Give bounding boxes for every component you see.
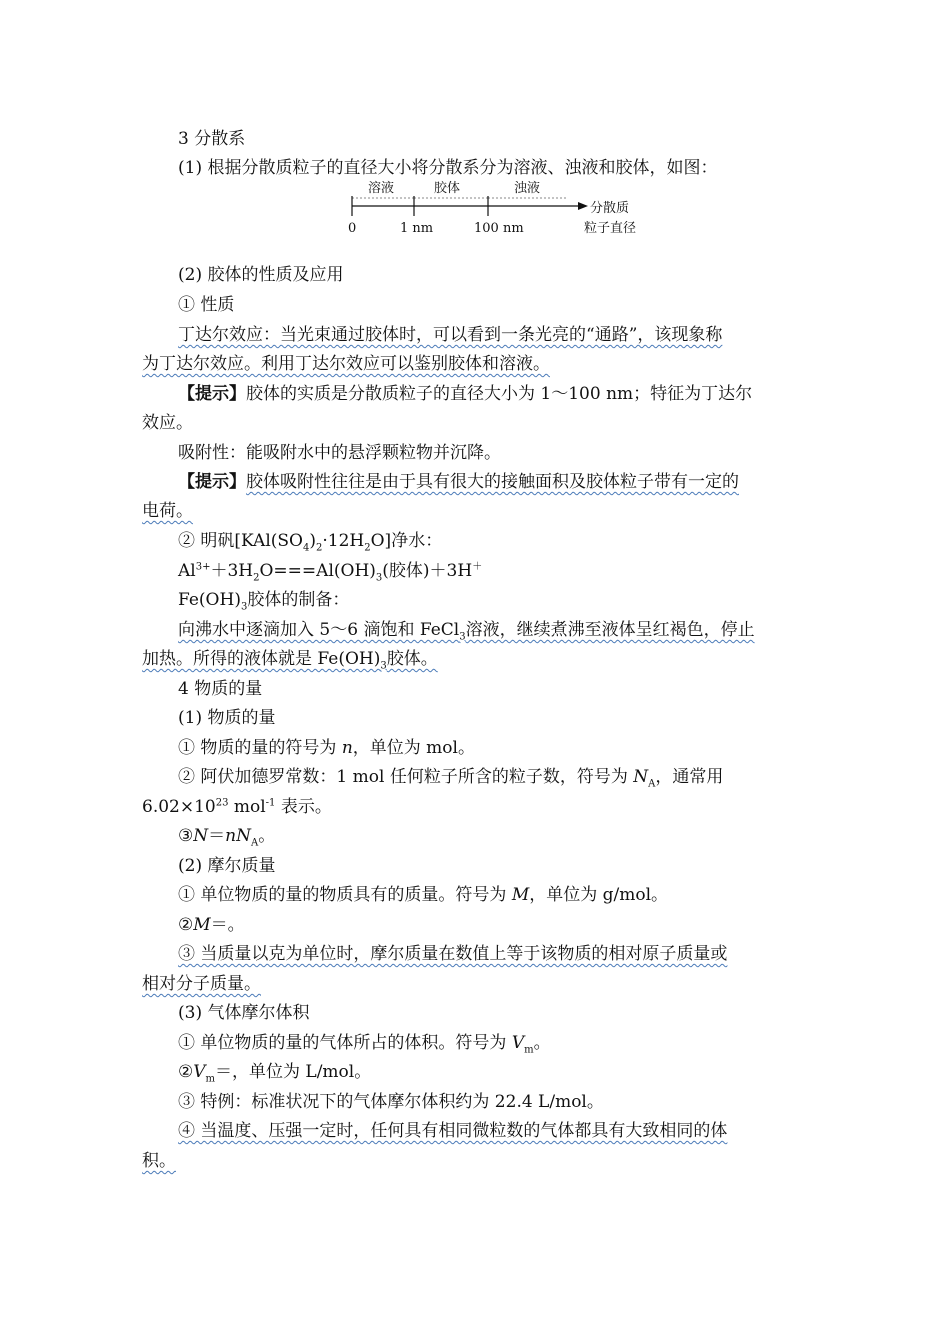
molar-mass-note-2: 相对分子质量。: [142, 974, 261, 994]
molar-volume-def: ① 单位物质的量的气体所占的体积。符号为 $V_m$。: [178, 1033, 551, 1056]
avogadro-law-1: ④ 当温度、压强一定时，任何具有相同微粒数的气体都具有大致相同的体: [178, 1121, 728, 1141]
molar-mass-formula: ②M＝。: [178, 915, 245, 935]
subheading-molar-volume: (3) 气体摩尔体积: [178, 1003, 310, 1023]
avogadro-line-2: $6.02\times 10^{23}$ mol$^{-1}$ 表示。: [142, 797, 332, 817]
subheading-colloid-properties: (2) 胶体的性质及应用: [178, 265, 344, 285]
subheading-amount: (1) 物质的量: [178, 708, 276, 728]
hint-label: 【提示】: [178, 384, 246, 404]
feoh-heading: $Fe(OH)_3$胶体的制备：: [178, 590, 350, 613]
molar-volume-special: ③ 特例：标准状况下的气体摩尔体积约为 22.4 L/mol。: [178, 1092, 604, 1112]
alum-line: ② 明矾$[KAl(SO_4)_2\cdot 12H_2O]$净水：: [178, 531, 443, 554]
axis-label-2: 粒子直径: [584, 221, 637, 236]
tick-label-1nm: 1 nm: [400, 221, 434, 236]
tick-label-0: 0: [348, 221, 357, 236]
avogadro-line-1: ② 阿伏加德罗常数：1 mol 任何粒子所含的粒子数，符号为 $N_A$，通常用: [178, 767, 724, 790]
hint-2-line-2: 电荷。: [142, 501, 193, 521]
dispersion-diagram: [338, 176, 658, 238]
label-solution: 溶液: [368, 181, 395, 196]
molar-mass-def: ① 单位物质的量的物质具有的质量。符号为 M，单位为 g/mol。: [178, 885, 669, 905]
alum-equation: $Al^{3+}+3H_2O===Al(OH)_3$(胶体)＋3H＋: [178, 561, 483, 584]
formula-n-line: $③N=nN_A$。: [178, 826, 276, 849]
amount-symbol-line: ① 物质的量的符号为 n，单位为 mol。: [178, 738, 475, 758]
preparation-line-1: 向沸水中逐滴加入 5～6 滴饱和 FeCl$_3$溶液，继续煮沸至液体呈红褐色，停止: [178, 620, 755, 643]
section-3-title: 3 分散系: [178, 129, 246, 149]
label-colloid: 胶体: [434, 181, 461, 196]
label-suspension: 浊液: [514, 181, 541, 196]
hint-2-line-1: 【提示】胶体吸附性往往是由于具有很大的接触面积及胶体粒子带有一定的: [178, 472, 739, 492]
diagram-arrow-head: [578, 202, 588, 210]
hint-label: 【提示】: [178, 472, 246, 492]
molar-volume-formula: $②V_m=$，单位为 L/mol。: [178, 1062, 372, 1085]
hint-1-line-1: 【提示】胶体的实质是分散质粒子的直径大小为 1～100 nm；特征为丁达尔: [178, 384, 753, 404]
avogadro-law-2: 积。: [142, 1151, 176, 1171]
adsorption-line: 吸附性：能吸附水中的悬浮颗粒物并沉降。: [178, 443, 501, 463]
molar-mass-note-1: ③ 当质量以克为单位时，摩尔质量在数值上等于该物质的相对原子质量或: [178, 944, 728, 964]
tyndall-line-2: 为丁达尔效应。利用丁达尔效应可以鉴别胶体和溶液。: [142, 354, 550, 374]
subheading-properties: ① 性质: [178, 295, 235, 315]
hint-1-line-2: 效应。: [142, 413, 193, 433]
preparation-line-2: 加热。所得的液体就是 $Fe(OH)_3$胶体。: [142, 649, 438, 672]
paragraph-dispersion-classification: (1) 根据分散质粒子的直径大小将分散系分为溶液、浊液和胶体，如图：: [178, 158, 718, 178]
subheading-molar-mass: (2) 摩尔质量: [178, 856, 276, 876]
section-4-title: 4 物质的量: [178, 679, 263, 699]
tyndall-line-1: 丁达尔效应：当光束通过胶体时，可以看到一条光亮的“通路”，该现象称: [178, 325, 723, 345]
axis-label-1: 分散质: [590, 201, 630, 216]
tick-label-100nm: 100 nm: [474, 221, 524, 236]
